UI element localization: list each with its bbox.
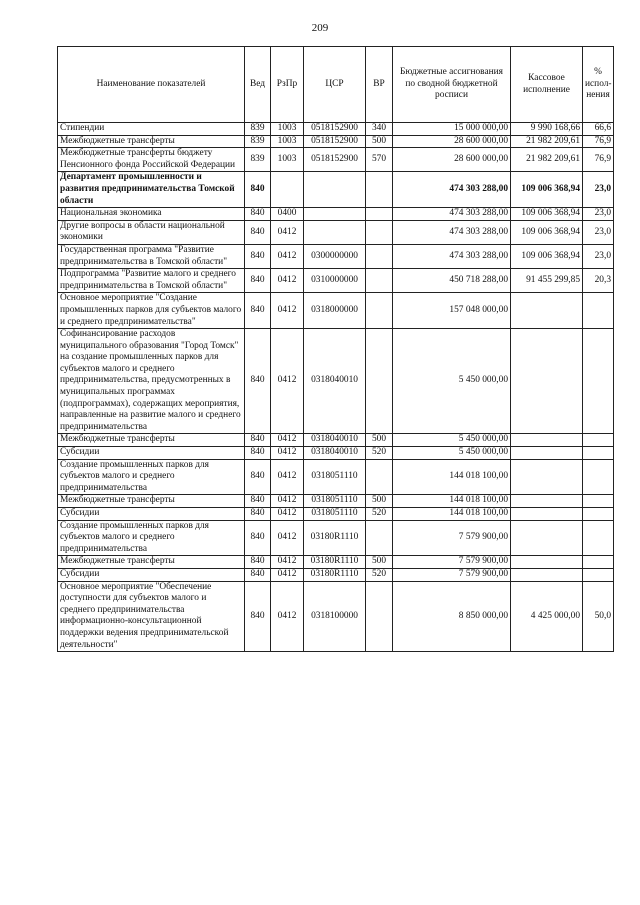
table-row bbox=[58, 556, 614, 569]
cell-rzpr: 0412 bbox=[271, 329, 304, 434]
cell-rzpr: 0412 bbox=[271, 581, 304, 652]
cell-rzpr: 0412 bbox=[271, 508, 304, 521]
cell-rzpr: 0412 bbox=[271, 293, 304, 329]
table-header-row bbox=[58, 47, 614, 123]
header-cash: Кассовое исполнение bbox=[511, 47, 583, 123]
cell-cash bbox=[511, 293, 583, 329]
cell-name: Основное мероприятие "Создание промышленных парков для субъектов малого и среднего предпринимательства" bbox=[58, 293, 245, 329]
cell-cash: 9 990 168,66 bbox=[511, 123, 583, 136]
header-csr: ЦСР bbox=[304, 47, 366, 123]
cell-budget: 5 450 000,00 bbox=[393, 447, 511, 460]
cell-cash bbox=[511, 520, 583, 556]
cell-cash: 109 006 368,94 bbox=[511, 172, 583, 208]
header-ved: Вед bbox=[245, 47, 271, 123]
cell-percent bbox=[583, 568, 614, 581]
cell-ved: 840 bbox=[245, 208, 271, 221]
cell-ved: 840 bbox=[245, 495, 271, 508]
table-row bbox=[58, 208, 614, 221]
cell-rzpr: 0412 bbox=[271, 568, 304, 581]
cell-ved: 840 bbox=[245, 556, 271, 569]
cell-name: Подпрограмма "Развитие малого и среднего предпринимательства в Томской области" bbox=[58, 269, 245, 293]
cell-csr bbox=[304, 208, 366, 221]
table-row bbox=[58, 269, 614, 293]
cell-name: Субсидии bbox=[58, 508, 245, 521]
cell-csr: 0318051110 bbox=[304, 508, 366, 521]
cell-ved: 840 bbox=[245, 581, 271, 652]
cell-vr: 570 bbox=[366, 148, 393, 172]
table-row bbox=[58, 568, 614, 581]
cell-vr bbox=[366, 172, 393, 208]
cell-vr: 500 bbox=[366, 135, 393, 148]
cell-ved: 840 bbox=[245, 244, 271, 268]
cell-percent bbox=[583, 434, 614, 447]
cell-ved: 840 bbox=[245, 434, 271, 447]
cell-name: Межбюджетные трансферты bbox=[58, 495, 245, 508]
cell-percent bbox=[583, 495, 614, 508]
cell-rzpr: 0412 bbox=[271, 220, 304, 244]
cell-percent bbox=[583, 520, 614, 556]
cell-ved: 840 bbox=[245, 172, 271, 208]
cell-budget: 474 303 288,00 bbox=[393, 220, 511, 244]
cell-csr: 0518152900 bbox=[304, 135, 366, 148]
cell-rzpr: 0412 bbox=[271, 495, 304, 508]
cell-ved: 840 bbox=[245, 329, 271, 434]
cell-cash bbox=[511, 568, 583, 581]
cell-cash bbox=[511, 556, 583, 569]
cell-csr: 0318100000 bbox=[304, 581, 366, 652]
cell-budget: 7 579 900,00 bbox=[393, 520, 511, 556]
cell-vr bbox=[366, 459, 393, 495]
cell-budget: 5 450 000,00 bbox=[393, 329, 511, 434]
cell-cash: 21 982 209,61 bbox=[511, 148, 583, 172]
cell-vr bbox=[366, 220, 393, 244]
cell-rzpr: 0412 bbox=[271, 447, 304, 460]
cell-vr bbox=[366, 293, 393, 329]
cell-name: Межбюджетные трансферты бюджету Пенсионного фонда Российской Федерации bbox=[58, 148, 245, 172]
cell-rzpr: 0412 bbox=[271, 269, 304, 293]
cell-ved: 840 bbox=[245, 508, 271, 521]
cell-rzpr: 0400 bbox=[271, 208, 304, 221]
cell-percent: 23,0 bbox=[583, 172, 614, 208]
cell-vr bbox=[366, 329, 393, 434]
cell-rzpr: 0412 bbox=[271, 520, 304, 556]
cell-name: Государственная программа "Развитие предпринимательства в Томской области" bbox=[58, 244, 245, 268]
cell-csr: 03180R1110 bbox=[304, 556, 366, 569]
cell-csr: 0318040010 bbox=[304, 434, 366, 447]
cell-rzpr: 0412 bbox=[271, 556, 304, 569]
cell-budget: 7 579 900,00 bbox=[393, 556, 511, 569]
cell-budget: 450 718 288,00 bbox=[393, 269, 511, 293]
cell-rzpr: 1003 bbox=[271, 135, 304, 148]
header-rzpr: РзПр bbox=[271, 47, 304, 123]
table-row bbox=[58, 329, 614, 434]
cell-cash bbox=[511, 459, 583, 495]
table-row bbox=[58, 434, 614, 447]
cell-percent bbox=[583, 556, 614, 569]
cell-name: Основное мероприятие "Обеспечение доступности для субъектов малого и среднего предпринимательства информационно-консультационной поддержки ведения предпринимательской деятельности" bbox=[58, 581, 245, 652]
cell-name: Национальная экономика bbox=[58, 208, 245, 221]
cell-csr: 0318040010 bbox=[304, 447, 366, 460]
cell-ved: 839 bbox=[245, 123, 271, 136]
cell-percent: 23,0 bbox=[583, 244, 614, 268]
cell-rzpr bbox=[271, 172, 304, 208]
table-row bbox=[58, 244, 614, 268]
cell-cash bbox=[511, 329, 583, 434]
cell-ved: 840 bbox=[245, 220, 271, 244]
cell-budget: 15 000 000,00 bbox=[393, 123, 511, 136]
cell-csr bbox=[304, 172, 366, 208]
cell-csr: 0318040010 bbox=[304, 329, 366, 434]
cell-percent: 76,9 bbox=[583, 135, 614, 148]
cell-rzpr: 0412 bbox=[271, 459, 304, 495]
cell-csr: 0518152900 bbox=[304, 123, 366, 136]
cell-csr: 0310000000 bbox=[304, 269, 366, 293]
cell-percent bbox=[583, 459, 614, 495]
cell-vr: 500 bbox=[366, 495, 393, 508]
cell-percent: 50,0 bbox=[583, 581, 614, 652]
cell-vr bbox=[366, 208, 393, 221]
header-name: Наименование показателей bbox=[58, 47, 245, 123]
table-row bbox=[58, 123, 614, 136]
header-percent: % испол-нения bbox=[583, 47, 614, 123]
cell-name: Межбюджетные трансферты bbox=[58, 434, 245, 447]
cell-budget: 5 450 000,00 bbox=[393, 434, 511, 447]
cell-ved: 840 bbox=[245, 568, 271, 581]
cell-vr: 520 bbox=[366, 447, 393, 460]
cell-name: Субсидии bbox=[58, 447, 245, 460]
cell-percent: 76,9 bbox=[583, 148, 614, 172]
cell-rzpr: 0412 bbox=[271, 244, 304, 268]
cell-cash bbox=[511, 447, 583, 460]
cell-vr bbox=[366, 581, 393, 652]
cell-budget: 474 303 288,00 bbox=[393, 244, 511, 268]
cell-vr: 520 bbox=[366, 568, 393, 581]
cell-ved: 839 bbox=[245, 135, 271, 148]
cell-cash: 21 982 209,61 bbox=[511, 135, 583, 148]
cell-csr: 0300000000 bbox=[304, 244, 366, 268]
table-row bbox=[58, 459, 614, 495]
cell-csr: 0318000000 bbox=[304, 293, 366, 329]
cell-cash: 109 006 368,94 bbox=[511, 208, 583, 221]
cell-rzpr: 1003 bbox=[271, 123, 304, 136]
cell-cash bbox=[511, 508, 583, 521]
cell-budget: 474 303 288,00 bbox=[393, 208, 511, 221]
cell-name: Стипендии bbox=[58, 123, 245, 136]
cell-name: Создание промышленных парков для субъектов малого и среднего предпринимательства bbox=[58, 520, 245, 556]
budget-execution-table bbox=[57, 46, 614, 652]
cell-cash bbox=[511, 434, 583, 447]
cell-vr bbox=[366, 269, 393, 293]
table-row bbox=[58, 447, 614, 460]
cell-percent: 66,6 bbox=[583, 123, 614, 136]
page-number: 209 bbox=[311, 22, 329, 34]
cell-percent: 20,3 bbox=[583, 269, 614, 293]
cell-csr: 0518152900 bbox=[304, 148, 366, 172]
cell-budget: 7 579 900,00 bbox=[393, 568, 511, 581]
cell-percent bbox=[583, 508, 614, 521]
cell-csr bbox=[304, 220, 366, 244]
cell-budget: 144 018 100,00 bbox=[393, 459, 511, 495]
cell-percent bbox=[583, 293, 614, 329]
cell-percent bbox=[583, 329, 614, 434]
cell-name: Межбюджетные трансферты bbox=[58, 135, 245, 148]
cell-vr bbox=[366, 520, 393, 556]
cell-budget: 144 018 100,00 bbox=[393, 495, 511, 508]
cell-percent: 23,0 bbox=[583, 208, 614, 221]
cell-name: Создание промышленных парков для субъектов малого и среднего предпринимательства bbox=[58, 459, 245, 495]
cell-name: Департамент промышленности и развития предпринимательства Томской области bbox=[58, 172, 245, 208]
table-row bbox=[58, 220, 614, 244]
cell-csr: 0318051110 bbox=[304, 495, 366, 508]
table-row bbox=[58, 495, 614, 508]
cell-csr: 03180R1110 bbox=[304, 520, 366, 556]
cell-cash bbox=[511, 495, 583, 508]
cell-ved: 840 bbox=[245, 293, 271, 329]
table-row bbox=[58, 148, 614, 172]
cell-budget: 144 018 100,00 bbox=[393, 508, 511, 521]
cell-budget: 28 600 000,00 bbox=[393, 148, 511, 172]
header-budget: Бюджетные ассигнования по сводной бюджетной росписи bbox=[393, 47, 511, 123]
header-vr: ВР bbox=[366, 47, 393, 123]
cell-percent bbox=[583, 447, 614, 460]
cell-cash: 109 006 368,94 bbox=[511, 220, 583, 244]
cell-ved: 840 bbox=[245, 459, 271, 495]
cell-name: Межбюджетные трансферты bbox=[58, 556, 245, 569]
table-body bbox=[58, 123, 614, 652]
cell-vr bbox=[366, 244, 393, 268]
cell-cash: 109 006 368,94 bbox=[511, 244, 583, 268]
cell-name: Субсидии bbox=[58, 568, 245, 581]
table-row bbox=[58, 508, 614, 521]
table-row bbox=[58, 172, 614, 208]
cell-vr: 340 bbox=[366, 123, 393, 136]
cell-rzpr: 0412 bbox=[271, 434, 304, 447]
cell-ved: 840 bbox=[245, 269, 271, 293]
cell-percent: 23,0 bbox=[583, 220, 614, 244]
cell-budget: 28 600 000,00 bbox=[393, 135, 511, 148]
cell-cash: 4 425 000,00 bbox=[511, 581, 583, 652]
cell-vr: 520 bbox=[366, 508, 393, 521]
cell-budget: 157 048 000,00 bbox=[393, 293, 511, 329]
cell-budget: 8 850 000,00 bbox=[393, 581, 511, 652]
cell-rzpr: 1003 bbox=[271, 148, 304, 172]
cell-ved: 839 bbox=[245, 148, 271, 172]
cell-cash: 91 455 299,85 bbox=[511, 269, 583, 293]
cell-name: Другие вопросы в области национальной экономики bbox=[58, 220, 245, 244]
cell-ved: 840 bbox=[245, 447, 271, 460]
cell-vr: 500 bbox=[366, 434, 393, 447]
table-row bbox=[58, 581, 614, 652]
table-row bbox=[58, 520, 614, 556]
cell-csr: 0318051110 bbox=[304, 459, 366, 495]
table-row bbox=[58, 135, 614, 148]
cell-vr: 500 bbox=[366, 556, 393, 569]
cell-budget: 474 303 288,00 bbox=[393, 172, 511, 208]
cell-csr: 03180R1110 bbox=[304, 568, 366, 581]
cell-name: Софинансирование расходов муниципального образования "Город Томск" на создание промышленных парков для субъектов малого и среднего предпринимательства, предусмотренных в муниципальных программах (подпрограммах), содержащих мероприятия, направленные на развитие малого и среднего предпринимательства bbox=[58, 329, 245, 434]
cell-ved: 840 bbox=[245, 520, 271, 556]
table-row bbox=[58, 293, 614, 329]
